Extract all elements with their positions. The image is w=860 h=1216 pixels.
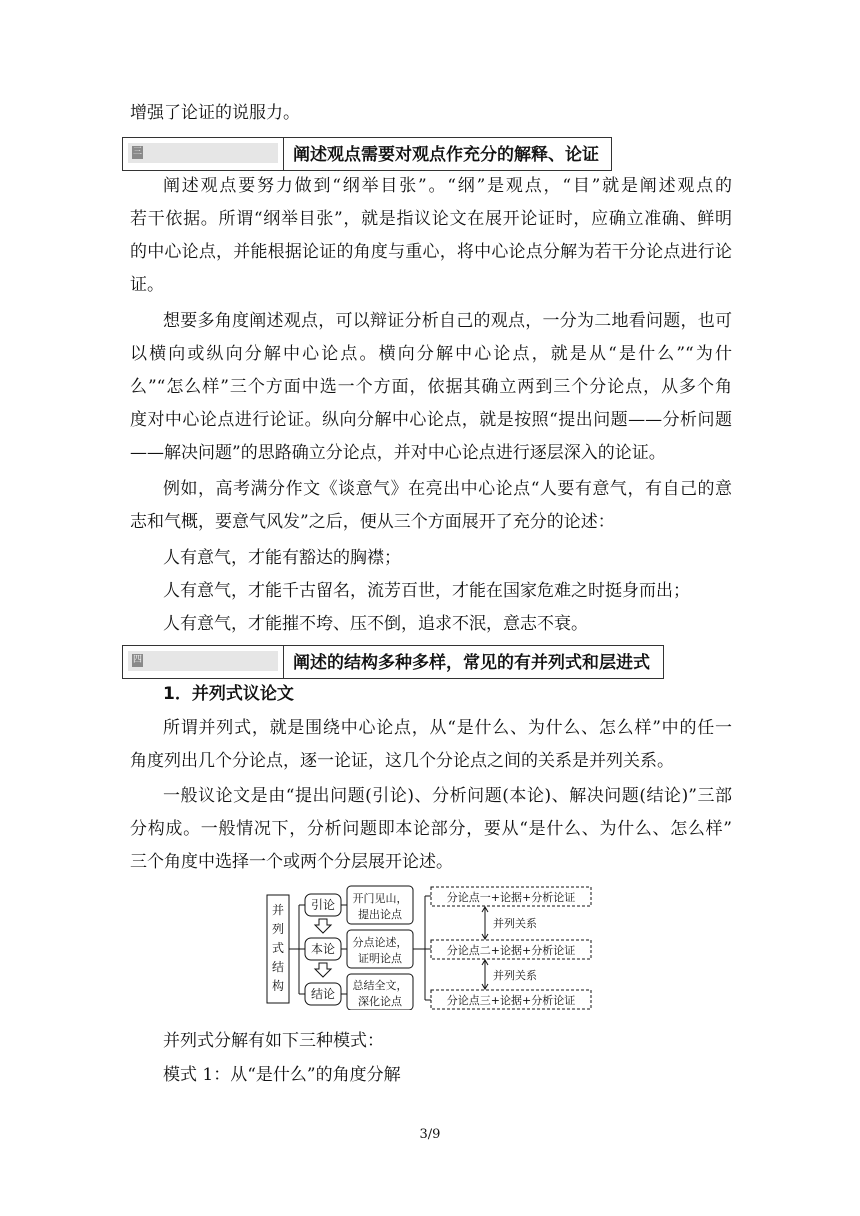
structure-label-char: 列 xyxy=(271,922,285,936)
part-label: 引论 xyxy=(310,898,336,912)
paragraph-line: 例如，高考满分作文《谈意气》在亮出中心论点“人要有意气，有自己的意 xyxy=(163,479,732,499)
paragraph-line: 么”“怎么样”三个方面中选一个方面，依据其确立两到三个分论点，从多个角 xyxy=(130,377,732,397)
paragraph-line: 分构成。一般情况下，分析问题即本论部分，要从“是什么、为什么、怎么样” xyxy=(130,819,732,839)
section-tab xyxy=(128,651,278,671)
paragraph-line: 阐述观点要努力做到“纲举目张”。“纲”是观点，“目”就是阐述观点的 xyxy=(163,176,732,196)
subheading: 1．并列式议论文 xyxy=(163,684,294,704)
relation-label: 并列关系 xyxy=(493,969,537,982)
desc-text: 开门见山， xyxy=(352,892,408,905)
section-tab xyxy=(128,143,278,163)
relation-label: 并列关系 xyxy=(493,917,537,930)
section-header-3 xyxy=(122,137,612,171)
section-divider xyxy=(283,646,284,678)
desc-text: 分点论述， xyxy=(352,936,408,949)
structure-label-char: 结 xyxy=(271,960,285,974)
paragraph-line: 角度列出几个分论点，逐一论证，这几个分论点之间的关系是并列关系。 xyxy=(130,751,674,771)
point-line: 人有意气，才能有豁达的胸襟； xyxy=(163,548,401,568)
structure-diagram-svg xyxy=(265,885,595,1010)
part-label: 本论 xyxy=(310,942,336,956)
down-arrow-icon xyxy=(315,919,331,933)
paragraph-line: 的中心论点，并能根据论证的角度与重心，将中心论点分解为若干分论点进行论 xyxy=(130,242,732,262)
page-number: 3/9 xyxy=(419,1127,441,1142)
paragraph-line: 所谓并列式，就是围绕中心论点，从“是什么、为什么、怎么样”中的任一 xyxy=(163,718,732,738)
desc-text: 深化论点 xyxy=(358,995,402,1008)
paragraph-line: 度对中心论点进行论证。纵向分解中心论点，就是按照“提出问题——分析问题 xyxy=(130,410,732,430)
paragraph-line: 志和气概，要意气风发”之后，便从三个方面展开了充分的论述： xyxy=(130,512,615,532)
sub-point-text: 分论点一+论据+分析论证 xyxy=(446,891,576,904)
desc-text: 证明论点 xyxy=(358,952,402,965)
structure-label-char: 式 xyxy=(271,941,285,955)
paragraph-continuation: 增强了论证的说服力。 xyxy=(130,103,300,123)
paragraph-line: 以横向或纵向分解中心论点。横向分解中心论点，就是从“是什么”“为什 xyxy=(130,344,732,364)
section-title: 阐述的结构多种多样，常见的有并列式和层进式 xyxy=(293,653,650,673)
sub-point-text: 分论点二+论据+分析论证 xyxy=(446,944,576,957)
section-number: 四 xyxy=(132,655,142,665)
structure-label-char: 构 xyxy=(271,979,285,993)
paragraph-line: 想要多角度阐述观点，可以辩证分析自己的观点，一分为二地看问题，也可 xyxy=(163,311,732,331)
structure-label-char: 并 xyxy=(271,903,285,917)
structure-diagram xyxy=(265,885,595,1010)
paragraph-line: 若干依据。所谓“纲举目张”，就是指议论文在展开论证时，应确立准确、鲜明 xyxy=(130,209,732,229)
paragraph-line: 证。 xyxy=(130,275,164,295)
section-divider xyxy=(283,138,284,170)
section-header-4 xyxy=(122,645,664,679)
part-label: 结论 xyxy=(310,987,336,1001)
paragraph-line: 三个角度中选择一个或两个分层展开论述。 xyxy=(130,852,453,872)
desc-text: 总结全文， xyxy=(352,979,408,992)
desc-text: 提出论点 xyxy=(358,908,402,921)
down-arrow-icon xyxy=(315,963,331,977)
point-line: 人有意气，才能摧不垮、压不倒，追求不泯，意志不衰。 xyxy=(163,614,588,634)
paragraph-line: ——解决问题”的思路确立分论点，并对中心论点进行逐层深入的论证。 xyxy=(130,443,666,463)
paragraph-line: 模式 1：从“是什么”的角度分解 xyxy=(163,1065,401,1085)
paragraph-line: 一般议论文是由“提出问题(引论)、分析问题(本论)、解决问题(结论)”三部 xyxy=(163,786,732,806)
section-title: 阐述观点需要对观点作充分的解释、论证 xyxy=(293,145,599,165)
paragraph-line: 并列式分解有如下三种模式： xyxy=(163,1031,384,1051)
section-number: 三 xyxy=(132,147,142,157)
sub-point-text: 分论点三+论据+分析论证 xyxy=(446,994,576,1007)
point-line: 人有意气，才能千古留名，流芳百世，才能在国家危难之时挺身而出； xyxy=(163,581,690,601)
